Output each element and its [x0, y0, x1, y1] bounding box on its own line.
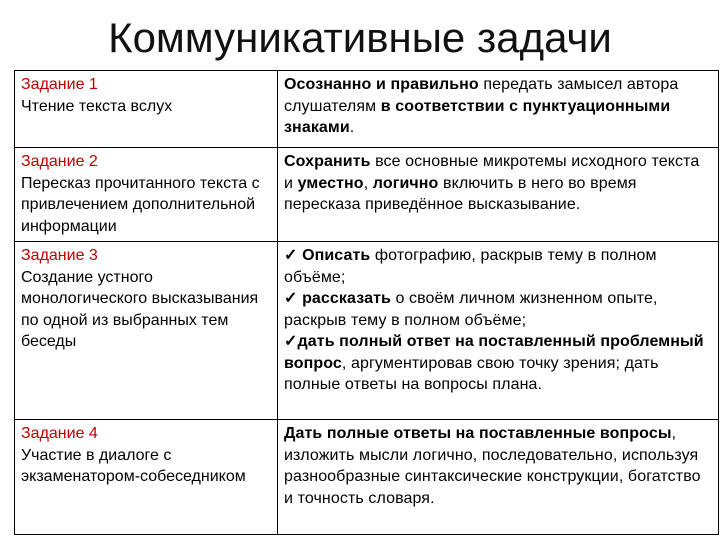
requirement-bold-text: в соответствии с пунктуационными знаками [284, 97, 671, 136]
requirement-bold-text: рассказать [302, 290, 391, 307]
requirement-bold-text: Осознанно и правильно [284, 76, 479, 93]
requirement-bold-text: логично [372, 174, 439, 192]
requirement-cell [278, 242, 719, 420]
table-row [15, 71, 719, 148]
task-description: Создание устного монологического высказывания по одной из выбранных тем беседы [21, 268, 259, 350]
checkmark-icon: ✓ [284, 247, 303, 264]
requirement-cell [278, 420, 719, 535]
requirement-text: , [363, 174, 373, 192]
requirement-cell [278, 71, 719, 148]
task-cell [15, 148, 278, 242]
requirement-bold-text: дать полный ответ на поставленный проблемный вопрос [284, 333, 704, 372]
table-row [15, 148, 719, 242]
task-cell [15, 420, 278, 535]
requirement-bold-text: уместно [297, 174, 364, 192]
task-number: Задание 4 [21, 425, 98, 442]
table-row [15, 242, 719, 420]
task-number: Задание 2 [21, 153, 98, 170]
requirement-text: о своём личном жизненном опыте, раскрыв тему в полном объёме; [284, 290, 658, 329]
task-cell [15, 71, 278, 148]
task-cell [15, 242, 278, 420]
task-number: Задание 1 [21, 76, 98, 93]
requirement-text: , изложить мысли логично, последовательно, используя разнообразные синтаксические конструкции, богатство и точность словаря. [284, 425, 701, 507]
requirement-bold-text: Сохранить [284, 153, 371, 170]
requirement-cell [278, 148, 719, 242]
requirement-text: все основные микротемы исходного текста и [284, 153, 700, 192]
task-number: Задание 3 [21, 247, 98, 264]
requirement-bold-text: Дать полные ответы на поставленные вопросы [284, 425, 672, 442]
page-title: Коммуникативные задачи [108, 14, 612, 61]
requirement-text: , аргументировав свою точку зрения; дать полные ответы на вопросы плана. [284, 354, 659, 393]
tasks-table [14, 70, 719, 535]
checkmark-icon: ✓ [284, 333, 298, 350]
requirement-bold-text: Описать [302, 247, 371, 264]
requirement-text: фотографию, раскрыв тему в полном объёме; [284, 247, 657, 286]
task-description: Чтение текста вслух [21, 97, 173, 115]
requirement-text: . [349, 119, 355, 136]
requirement-text: передать замысел автора слушателям [284, 76, 679, 115]
checkmark-icon: ✓ [284, 290, 303, 307]
requirement-text: включить в него во время пересказа приведённое высказывание. [284, 174, 637, 213]
task-description: Пересказ прочитанного текста с привлечением дополнительной информации [21, 174, 260, 235]
task-description: Участие в диалоге с экзаменатором-собеседником [21, 446, 246, 485]
table-row [15, 420, 719, 535]
